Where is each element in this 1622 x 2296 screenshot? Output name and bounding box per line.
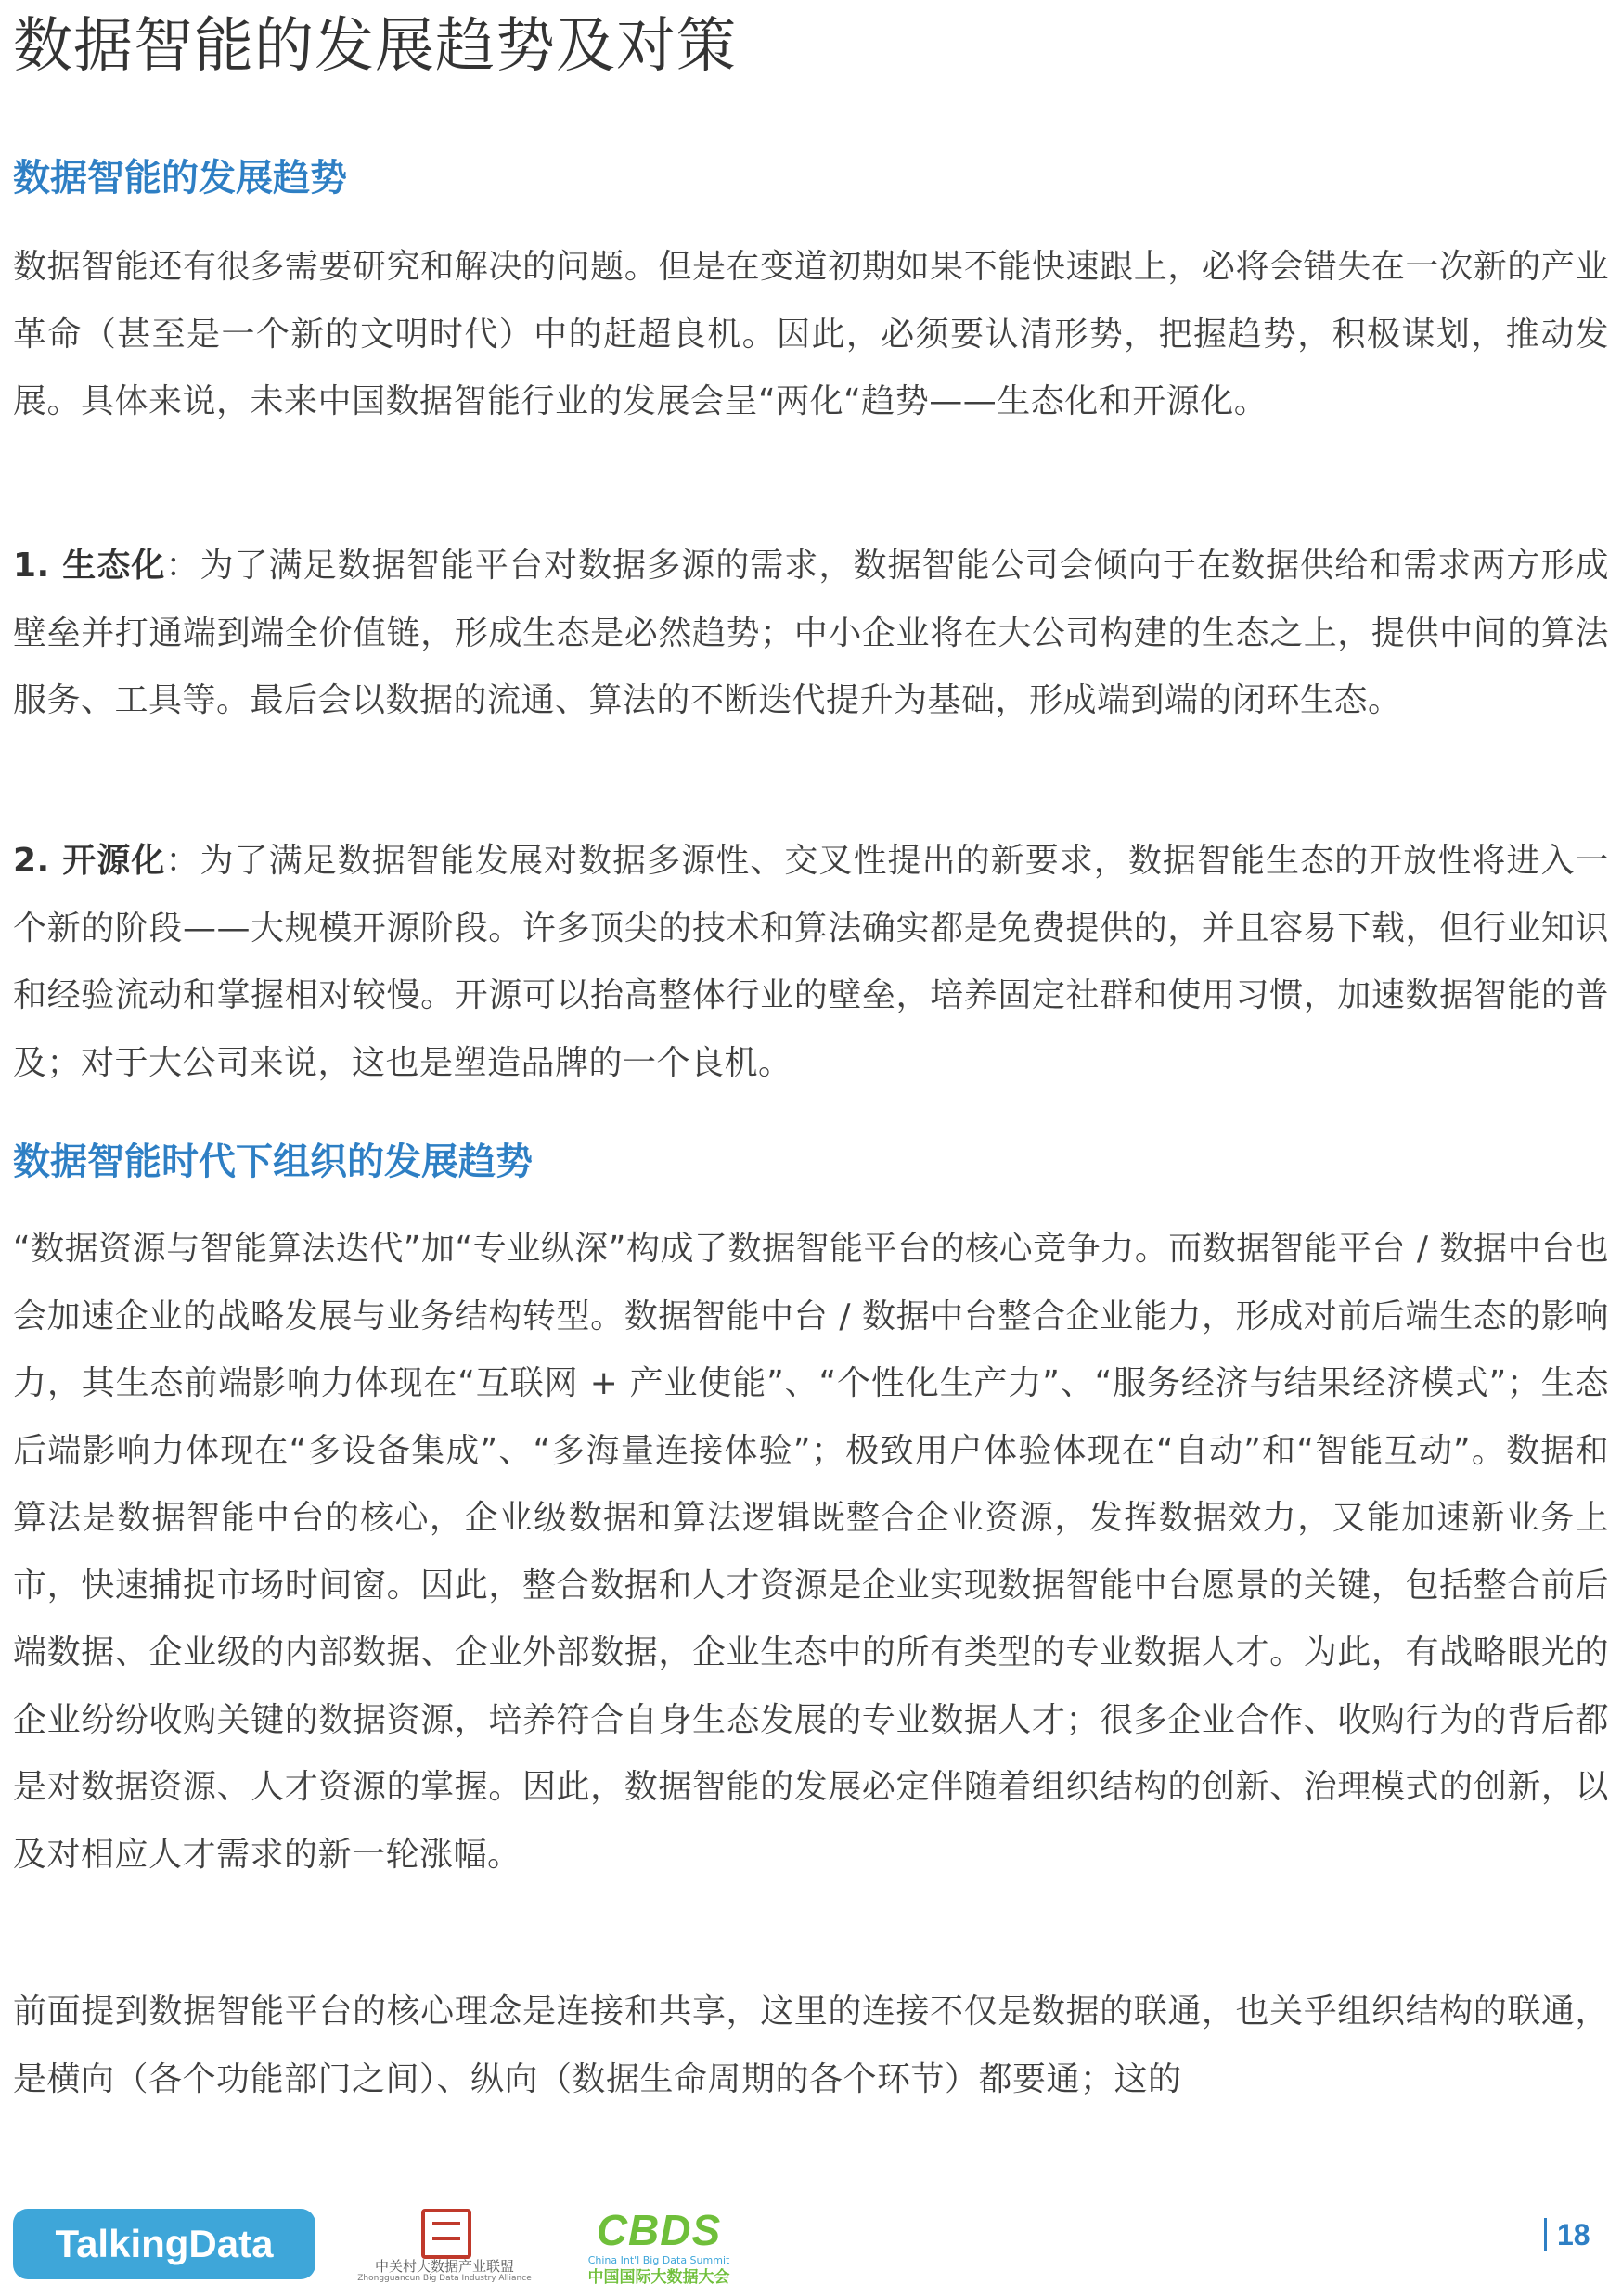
paragraph-open-source: [13, 828, 1609, 1097]
paragraph-organization: “数据资源与智能算法迭代”加“专业纵深”构成了数据智能平台的核心竞争力。而数据智能平台 / 数据中台也会加速企业的战略发展与业务结构转型。数据智能中台 / 数据中台整合企业能力，形成对前后端生态的影响力，其生态前端影响力体现在“互联网 + 产业使能”、“个性化生产力”、“服务经济与结果经济模式”；生态后端影响力体现在“多设备集成”、“多海量连接体验”；极致用户体验体现在“自动”和“智能互动”。数据和算法是数据智能中台的核心，企业级数据和算法逻辑既整合企业资源，发挥数据效力，又能加速新业务上市，快速捕捉市场时间窗。因此，整合数据和人才资源是企业实现数据智能中台愿景的关键，包括整合前后端数据、企业级的内部数据、企业外部数据，企业生态中的所有类型的专业数据人才。为此，有战略眼光的企业纷纷收购关键的数据资源，培养符合自身生态发展的专业数据人才；很多企业合作、收购行为的背后都是对数据资源、人才资源的掌握。因此，数据智能的发展必定伴随着组织结构的创新、治理模式的创新，以及对相应人才需求的新一轮涨幅。: [13, 1230, 1609, 1874]
talkingdata-logo: TalkingData: [13, 2209, 315, 2279]
cbds-name-en: China Int'l Big Data Summit: [587, 2254, 730, 2266]
paragraph-ecosystem: [13, 533, 1609, 735]
section-heading-organization: 数据智能时代下组织的发展趋势: [13, 1141, 533, 1183]
alliance-name-en: Zhongguancun Big Data Industry Alliance: [357, 2274, 532, 2283]
page-number-divider: [1544, 2218, 1547, 2251]
point-text-ecosystem: ：为了满足数据智能平台对数据多源的需求，数据智能公司会倾向于在数据供给和需求两方形成壁垒并打通端到端全价值链，形成生态是必然趋势；中小企业将在大公司构建的生态之上，提供中间的算法服务、工具等。最后会以数据的流通、算法的不断迭代提升为基础，形成端到端的闭环生态。: [13, 547, 1609, 719]
section-heading-trends: 数据智能的发展趋势: [13, 157, 347, 200]
page-number: 18: [1557, 2218, 1590, 2251]
page-title: 数据智能的发展趋势及对策: [13, 12, 737, 81]
cbds-name-cn: 中国国际大数据大会: [587, 2268, 730, 2287]
alliance-seal-icon: [421, 2209, 471, 2259]
cbds-logo: [575, 2206, 742, 2289]
point-text-open-source: ：为了满足数据智能发展对数据多源性、交叉性提出的新要求，数据智能生态的开放性将进入一个新的阶段——大规模开源阶段。许多顶尖的技术和算法确实都是免费提供的，并且容易下载，但行业知识和经验流动和掌握相对较慢。开源可以抬高整体行业的壁垒，培养固定社群和使用习惯，加速数据智能的普及；对于大公司来说，这也是塑造品牌的一个良机。: [13, 842, 1609, 1082]
point-label-ecosystem: 1. 生态化: [13, 547, 166, 585]
page-footer: [13, 2206, 1609, 2292]
point-label-open-source: 2. 开源化: [13, 842, 166, 880]
cbds-mark: CBDS: [596, 2206, 722, 2254]
paragraph-intro: 数据智能还有很多需要研究和解决的问题。但是在变道初期如果不能快速跟上，必将会错失在一次新的产业革命（甚至是一个新的文明时代）中的赶超良机。因此，必须要认清形势，把握趋势，积极谋划，推动发展。具体来说，未来中国数据智能行业的发展会呈“两化“趋势——生态化和开源化。: [13, 248, 1609, 420]
alliance-name-cn: 中关村大数据产业联盟: [374, 2258, 514, 2275]
paragraph-connection: 前面提到数据智能平台的核心理念是连接和共享，这里的连接不仅是数据的联通，也关乎组织结构的联通，是横向（各个功能部门之间）、纵向（数据生命周期的各个环节）都要通；这的: [13, 1993, 1609, 2098]
alliance-logo: [347, 2209, 542, 2287]
